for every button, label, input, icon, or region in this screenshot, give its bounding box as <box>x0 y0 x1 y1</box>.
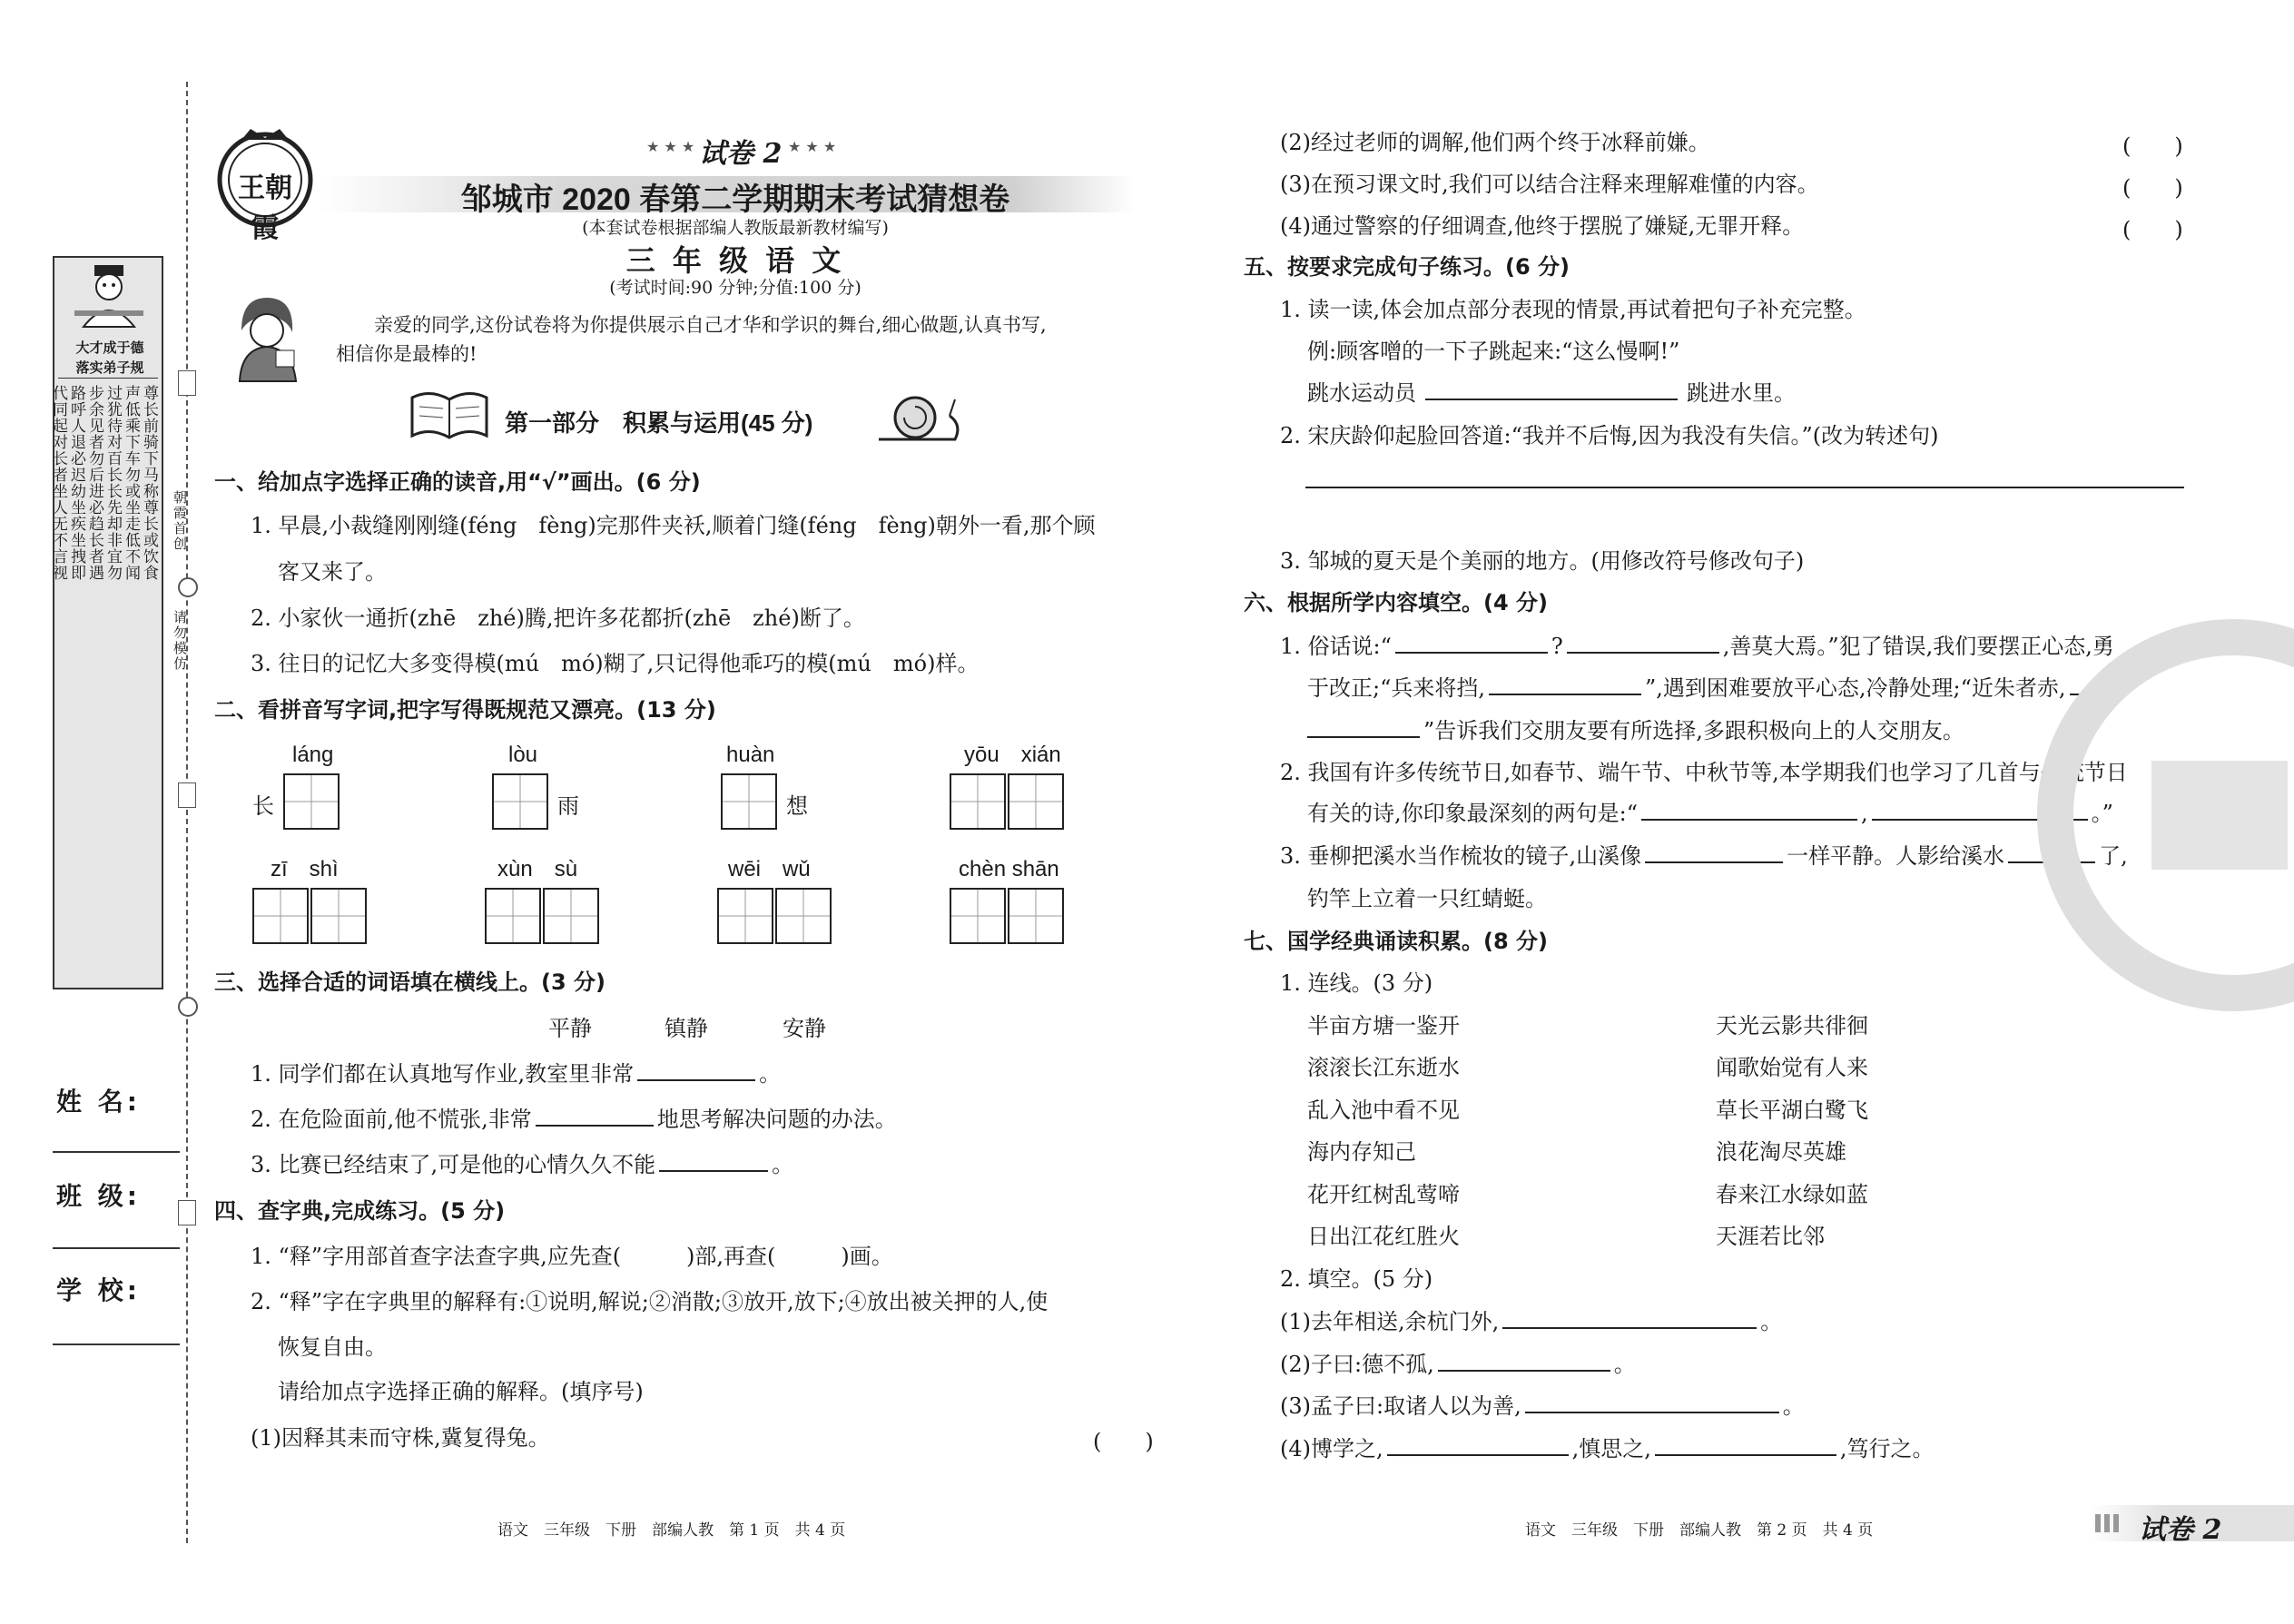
q5-heading: 五、按要求完成句子练习。(6 分) <box>1244 254 1570 280</box>
q3-item-1 <box>251 1059 781 1088</box>
q1-item-1-cont: 客又来了。 <box>278 559 387 585</box>
writing-box[interactable] <box>543 888 599 944</box>
answer-paren[interactable]: ( ) <box>2122 175 2183 201</box>
q1-item-2: 2. 小家伙一通折(zhē zhé)腾,把许多花都折(zhē zhé)断了。 <box>251 605 865 631</box>
q6-text-2d: 。” <box>2091 801 2113 826</box>
char-xiang: 想 <box>786 793 808 819</box>
answer-blank[interactable] <box>659 1150 768 1172</box>
q5-example: 例:顾客噌的一下子跳起来:“这么慢啊!” <box>1307 339 1680 364</box>
writing-box[interactable] <box>721 773 777 830</box>
answer-blank[interactable] <box>1425 379 1678 400</box>
q7-fill-1-end: 。 <box>1760 1309 1783 1334</box>
q5-fill-a: 跳水运动员 <box>1307 380 1416 406</box>
q4-item-2: 2. “释”字在字典里的解释有:①说明,解说;②消散;③放开,放下;④放出被关押的人,使 <box>251 1289 1049 1314</box>
watermark-seal <box>2043 625 2294 1006</box>
q4-sentence-1: (1)因释其耒而守株,冀复得兔。 <box>251 1425 550 1451</box>
q3-item-2-text: 2. 在危险面前,他不慌张,非常 <box>251 1107 532 1132</box>
name-label: 姓 名: <box>56 1087 141 1117</box>
match-right-1[interactable]: 天光云影共徘徊 <box>1716 1013 1868 1038</box>
q6-heading: 六、根据所学内容填空。(4 分) <box>1244 590 1548 615</box>
side-label-1: 朝霞首创 <box>172 490 188 552</box>
q6-item-1-line3 <box>1307 716 1964 745</box>
q1-item-3: 3. 往日的记忆大多变得模(mú mó)糊了,只记得他乖巧的模(mú mó)样。 <box>251 651 980 676</box>
q7-heading: 七、国学经典诵读积累。(8 分) <box>1244 929 1548 954</box>
q6-text-d: 于改正;“兵来将挡, <box>1307 675 1485 701</box>
footer-page-1: 语文 三年级 下册 部编人教 第 1 页 共 4 页 <box>497 1521 846 1540</box>
q5-fill-b: 跳进水里。 <box>1687 380 1796 406</box>
writing-box[interactable] <box>950 888 1006 944</box>
match-left-1[interactable]: 半亩方塘一鉴开 <box>1307 1013 1460 1038</box>
pinyin-xunsu: xùn sù <box>497 857 578 881</box>
q3-item-1-end: 。 <box>759 1061 782 1087</box>
q4-sentence-4: (4)通过警察的仔细调查,他终于摆脱了嫌疑,无罪开释。 <box>1280 213 1805 239</box>
q5-item-2: 2. 宋庆龄仰起脸回答道:“我并不后悔,因为我没有失信。”(改为转述句) <box>1280 423 1939 448</box>
book-icon <box>409 389 490 441</box>
q3-item-3-end: 。 <box>772 1152 794 1177</box>
stars-right: ★ ★ ★ <box>788 138 837 155</box>
char-zhang: 长 <box>252 793 274 819</box>
answer-blank[interactable] <box>1645 842 1783 863</box>
q6-item-3-cont: 钓竿上立着一只红蜻蜓。 <box>1307 886 1547 911</box>
writing-box[interactable] <box>1008 773 1064 830</box>
writing-box[interactable] <box>775 888 832 944</box>
q6-text-2b: 有关的诗,你印象最深刻的两句是:“ <box>1307 801 1638 826</box>
page-title: 邹城市 2020 春第二学期期末考试猜想卷 <box>460 182 1010 217</box>
q4-item-2-cont: 恢复自由。 <box>278 1334 387 1360</box>
q7-fill-3 <box>1280 1392 1805 1421</box>
name-field[interactable] <box>53 1151 180 1153</box>
q7-fill-4 <box>1280 1434 1935 1463</box>
footer-badge: 试卷 2 <box>2139 1514 2222 1546</box>
writing-box[interactable] <box>252 888 309 944</box>
q7-fill-4-mid: ,慎思之, <box>1571 1436 1651 1462</box>
q7-fill-title: 2. 填空。(5 分) <box>1280 1266 1433 1292</box>
q4-item-1: 1. “释”字用部首查字法查字典,应先查( )部,再查( )画。 <box>251 1244 893 1269</box>
binding-ring-2 <box>178 997 198 1017</box>
match-right-6[interactable]: 天涯若比邻 <box>1716 1224 1825 1249</box>
match-left-3[interactable]: 乱入池中看不见 <box>1307 1097 1460 1123</box>
answer-blank[interactable] <box>1567 632 1719 654</box>
snail-icon <box>875 389 966 443</box>
match-right-3[interactable]: 草长平湖白鹭飞 <box>1716 1097 1868 1123</box>
match-left-4[interactable]: 海内存知己 <box>1307 1139 1416 1165</box>
motto-2: 落实弟子规 <box>75 359 144 376</box>
q5-item-1: 1. 读一读,体会加点部分表现的情景,再试着把句子补充完整。 <box>1280 297 1866 322</box>
q6-text-3c: 了, <box>2099 843 2128 869</box>
writing-box[interactable] <box>492 773 548 830</box>
answer-blank[interactable] <box>1655 1434 1836 1456</box>
answer-blank[interactable] <box>1438 1350 1610 1372</box>
pinyin-weiwu: wēi wǔ <box>728 857 811 881</box>
q7-matching-title: 1. 连线。(3 分) <box>1280 970 1433 996</box>
writing-box[interactable] <box>950 773 1006 830</box>
word-option-2: 镇静 <box>665 1016 708 1041</box>
word-option-1: 平静 <box>548 1016 592 1041</box>
char-yu: 雨 <box>557 793 579 819</box>
q4-heading: 四、查字典,完成练习。(5 分) <box>214 1198 506 1224</box>
q2-heading: 二、看拼音写字词,把字写得既规范又漂亮。(13 分) <box>214 697 716 723</box>
scholar-illustration <box>71 263 147 334</box>
brand-name: 王朝霞 <box>238 172 292 244</box>
grade-subject: 三 年 级 语 文 <box>625 243 845 278</box>
match-left-6[interactable]: 日出江花红胜火 <box>1307 1224 1460 1249</box>
paper-badge: 试卷 2 <box>699 138 783 170</box>
q7-fill-3-end: 。 <box>1782 1393 1805 1419</box>
q6-text-e: ”,遇到困难要放平心态,冷静处理;“近朱者赤, <box>1644 675 2066 701</box>
fold-mark-2 <box>178 782 196 808</box>
answer-blank[interactable] <box>1525 1392 1779 1413</box>
q6-item-1-line1 <box>1280 632 2114 661</box>
girl-reading-illustration <box>223 294 310 381</box>
fold-line <box>186 82 188 1543</box>
footer-badge-squares <box>2095 1514 2119 1532</box>
pinyin-zishi: zī shì <box>271 857 339 881</box>
motto-divider <box>58 378 158 379</box>
writing-box[interactable] <box>1008 888 1064 944</box>
q1-heading: 一、给加点字选择正确的读音,用“√”画出。(6 分) <box>214 469 701 495</box>
side-label-2: 请勿模仿 <box>172 610 188 672</box>
q6-item-2-line2 <box>1307 799 2113 828</box>
part1-title: 第一部分 积累与运用(45 分) <box>505 409 813 437</box>
q3-item-2 <box>251 1105 897 1134</box>
q4-instruction: 请给加点字选择正确的解释。(填序号) <box>278 1379 644 1404</box>
answer-blank[interactable] <box>1387 1434 1569 1456</box>
q3-item-2-end: 地思考解决问题的办法。 <box>656 1107 897 1132</box>
class-field[interactable] <box>53 1247 180 1249</box>
q6-text-3b: 一样平静。人影给溪水 <box>1787 843 2005 869</box>
answer-blank[interactable] <box>1502 1307 1757 1329</box>
pinyin-lang: láng <box>292 743 334 767</box>
q7-fill-2-text: (2)子曰:德不孤, <box>1280 1352 1434 1377</box>
q5-item-3: 3. 邹城的夏天是个美丽的地方。(用修改符号修改句子) <box>1280 548 1805 574</box>
match-right-5[interactable]: 春来江水绿如蓝 <box>1716 1182 1868 1207</box>
motto-1: 大才成于德 <box>75 340 144 356</box>
q6-text-3a: 3. 垂柳把溪水当作梳妆的镜子,山溪像 <box>1280 843 1642 869</box>
q7-fill-2 <box>1280 1350 1636 1379</box>
writing-box[interactable] <box>310 888 367 944</box>
footer-page-2: 语文 三年级 下册 部编人教 第 2 页 共 4 页 <box>1525 1521 1874 1540</box>
writing-box[interactable] <box>283 773 340 830</box>
answer-blank[interactable] <box>536 1105 654 1127</box>
pinyin-youxian: yōu xián <box>964 743 1061 767</box>
writing-box[interactable] <box>717 888 773 944</box>
q6-text-b: ? <box>1551 634 1563 659</box>
q7-fill-4-end: ,笃行之。 <box>1839 1436 1935 1462</box>
answer-blank[interactable] <box>1489 674 1641 695</box>
q6-text-2c: , <box>1860 801 1868 826</box>
answer-blank[interactable] <box>1641 799 1857 821</box>
answer-line[interactable] <box>1305 487 2184 488</box>
answer-blank[interactable] <box>637 1059 755 1081</box>
subtitle: (本套试卷根据部编人教版最新教材编写) <box>582 218 889 238</box>
q6-item-3 <box>1280 842 2128 871</box>
greeting-line-2: 相信你是最棒的! <box>336 343 478 365</box>
pinyin-lou: lòu <box>508 743 538 767</box>
q4-sentence-3: (3)在预习课文时,我们可以结合注释来理解难懂的内容。 <box>1280 172 1819 197</box>
q6-text-a: 1. 俗话说:“ <box>1280 634 1392 659</box>
greeting-line-1: 亲爱的同学,这份试卷将为你提供展示自己才华和学识的舞台,细心做题,认真书写, <box>374 314 1047 336</box>
q6-text-c: ,善莫大焉。”犯了错误,我们要摆正心态,勇 <box>1722 634 2114 659</box>
q7-fill-3-text: (3)孟子曰:取诸人以为善, <box>1280 1393 1521 1419</box>
match-right-4[interactable]: 浪花淘尽英雄 <box>1716 1139 1846 1165</box>
answer-paren[interactable]: ( ) <box>2122 133 2183 159</box>
q5-fill-line <box>1307 379 1796 408</box>
q4-sentence-2: (2)经过老师的调解,他们两个终于冰释前嫌。 <box>1280 130 1710 155</box>
q3-item-3 <box>251 1150 793 1179</box>
match-left-5[interactable]: 花开红树乱莺啼 <box>1307 1182 1460 1207</box>
answer-blank[interactable] <box>1395 632 1548 654</box>
match-right-2[interactable]: 闻歌始觉有人来 <box>1716 1055 1868 1080</box>
q3-heading: 三、选择合适的词语填在横线上。(3 分) <box>214 969 605 995</box>
fold-mark-3 <box>178 1200 196 1225</box>
q6-item-1-line2 <box>1307 674 2110 703</box>
sidebar-motto-panel <box>49 256 163 989</box>
answer-paren[interactable]: ( ) <box>2122 217 2183 242</box>
word-option-3: 安静 <box>783 1016 826 1041</box>
q3-item-3-text: 3. 比赛已经结束了,可是他的心情久久不能 <box>251 1152 656 1177</box>
pinyin-chenshan: chèn shān <box>959 857 1059 881</box>
writing-box[interactable] <box>485 888 541 944</box>
q6-item-2: 2. 我国有许多传统节日,如春节、端午节、中秋节等,本学期我们也学习了几首与传统节日 <box>1280 760 2128 785</box>
school-label: 学 校: <box>56 1275 141 1305</box>
match-left-2[interactable]: 滚滚长江东逝水 <box>1307 1055 1460 1080</box>
q7-fill-1-text: (1)去年相送,余杭门外, <box>1280 1309 1500 1334</box>
stars-left: ★ ★ ★ <box>646 138 695 155</box>
fold-mark-1 <box>178 370 196 396</box>
q7-fill-4-text: (4)博学之, <box>1280 1436 1383 1462</box>
class-label: 班 级: <box>56 1181 141 1211</box>
answer-paren[interactable]: ( ) <box>1093 1429 1154 1454</box>
q3-item-1-text: 1. 同学们都在认真地写作业,教室里非常 <box>251 1061 635 1087</box>
q7-fill-1 <box>1280 1307 1782 1336</box>
dizigui-text: 尊长前骑下马称尊长或饮食 声低乘下车勿或坐走低不闻 过犹待对百长长先却非宜勿 步余见者勿后进必趋长者遇 路呼人退必迟幼坐疾坐拽即 代同起对长者坐人无不言视 <box>49 385 158 581</box>
q7-fill-2-end: 。 <box>1613 1352 1636 1377</box>
answer-blank[interactable] <box>1307 716 1420 738</box>
school-field[interactable] <box>53 1343 180 1345</box>
q6-text-f: ”告诉我们交朋友要有所选择,多跟积极向上的人交朋友。 <box>1423 718 1964 743</box>
binding-ring-1 <box>178 577 198 597</box>
q1-item-1: 1. 早晨,小裁缝刚刚缝(féng fèng)完那件夹袄,顺着门缝(féng fèng)朝外一看,那个顾 <box>251 513 1096 538</box>
pinyin-huan: huàn <box>726 743 775 767</box>
exam-info: (考试时间:90 分钟;分值:100 分) <box>609 278 861 298</box>
